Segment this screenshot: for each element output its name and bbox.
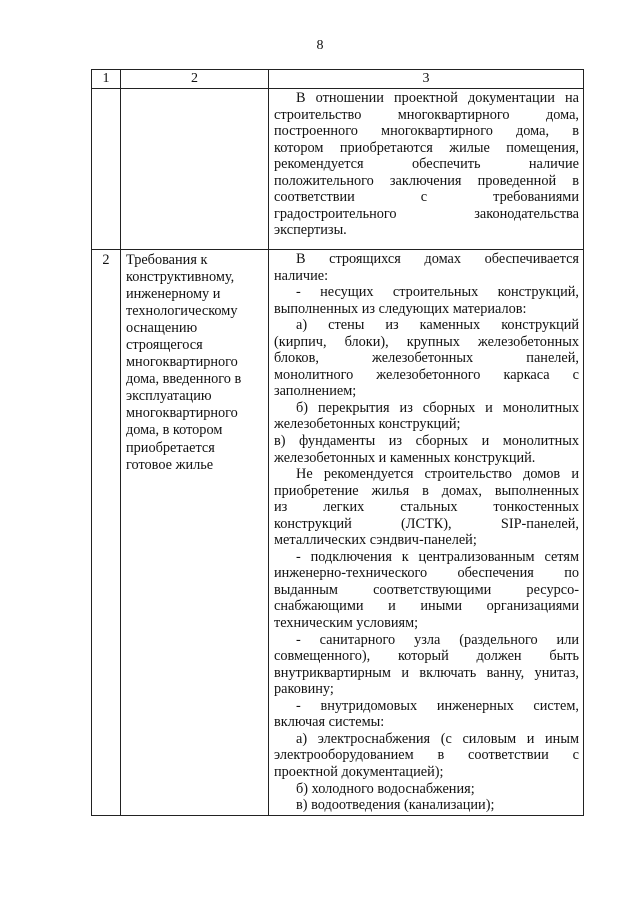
- requirement-line: технологическому: [126, 303, 238, 320]
- text-line: из легких стальных тонкостенных: [274, 499, 579, 516]
- requirement-line: готовое жилье: [126, 456, 214, 473]
- requirement-line: эксплуатацию: [126, 388, 212, 405]
- text-line: а) электроснабжения (с силовым и иным: [296, 730, 579, 747]
- text-line: - внутридомовых инженерных систем,: [296, 697, 579, 714]
- text-line: выполненных из следующих материалов:: [274, 300, 527, 317]
- text-line: конструкций (ЛСТК), SIP-панелей,: [274, 515, 579, 532]
- text-line: (кирпич, блоки), крупных железобетонных: [274, 333, 579, 350]
- text-line: проектной документацией);: [274, 763, 444, 780]
- text-line: в) фундаменты из сборных и монолитных: [274, 433, 579, 450]
- row1-requirement-cell: [121, 89, 269, 250]
- row1-number-cell: [92, 89, 121, 250]
- text-line: железобетонных конструкций;: [274, 416, 461, 433]
- header-cell-1: 1: [92, 70, 121, 89]
- requirement-line: дома, в котором: [126, 422, 223, 439]
- text-line: - подключения к централизованным сетям: [296, 548, 579, 565]
- requirement-line: многоквартирного: [126, 405, 238, 422]
- text-line: строительство многоквартирного дома,: [274, 106, 579, 123]
- row2-requirement-cell: [121, 250, 269, 816]
- text-line: раковину;: [274, 681, 334, 698]
- text-line: соответствии с требованиями: [274, 189, 579, 206]
- row-number: 2: [102, 252, 110, 268]
- table-row: [92, 250, 584, 816]
- text-line: б) перекрытия из сборных и монолитных: [296, 399, 579, 416]
- text-line: совмещенного), который должен быть: [274, 648, 579, 665]
- text-line: наличие:: [274, 267, 329, 284]
- row2-number-cell: [92, 250, 121, 816]
- text-line: В отношении проектной документации на: [296, 90, 579, 106]
- text-line: снабжающими и иными организациями: [274, 598, 579, 615]
- requirement-line: инженерному и: [126, 286, 221, 303]
- text-line: электрооборудованием в соответствии с: [274, 747, 579, 764]
- text-line: градостроительного законодательства: [274, 205, 579, 222]
- requirement-line: конструктивному,: [126, 269, 235, 286]
- text-line: положительного заключения проведенной в: [274, 172, 579, 189]
- requirement-line: строящегося: [126, 337, 203, 354]
- text-line: инженерно-технического обеспечения по: [274, 565, 579, 582]
- requirement-line: многоквартирного: [126, 354, 238, 371]
- text-line: а) стены из каменных конструкций: [296, 317, 579, 334]
- row1-description-cell: [269, 89, 584, 250]
- text-line: в) водоотведения (канализации);: [296, 797, 495, 814]
- row2-description-text: [269, 250, 583, 815]
- header-cell-3: 3: [269, 70, 584, 89]
- text-line: б) холодного водоснабжения;: [296, 780, 475, 797]
- text-line: экспертизы.: [274, 222, 347, 239]
- text-line: монолитного железобетонного каркаса с: [274, 366, 579, 383]
- text-line: - несущих строительных конструкций,: [296, 284, 579, 301]
- text-line: котором приобретаются жилые помещения,: [274, 139, 579, 156]
- text-line: техническим условиям;: [274, 615, 419, 632]
- text-line: металлических сэндвич-панелей;: [274, 532, 477, 549]
- table-header-row: [92, 70, 584, 89]
- text-line: рекомендуется обеспечить наличие: [274, 156, 579, 173]
- requirement-line: приобретается: [126, 439, 215, 456]
- text-line: внутриквартирным и включать ванну, унитаз,: [274, 664, 579, 681]
- text-line: заполнением;: [274, 383, 357, 400]
- requirement-line: дома, введенного в: [126, 371, 242, 388]
- text-line: Не рекомендуется строительство домов и: [296, 466, 579, 483]
- requirement-line: оснащению: [126, 320, 198, 337]
- page-number: 8: [316, 38, 324, 53]
- row2-requirement-text: [121, 250, 268, 474]
- text-line: приобретение жилья в домах, выполненных: [274, 482, 579, 499]
- row2-description-cell: [269, 250, 584, 816]
- header-cell-2: 2: [121, 70, 269, 89]
- text-line: включая системы:: [274, 714, 385, 731]
- text-line: железобетонных и каменных конструкций.: [274, 449, 536, 466]
- text-line: - санитарного узла (раздельного или: [296, 631, 579, 648]
- row1-description-text: [269, 89, 583, 249]
- requirements-table: [91, 69, 584, 816]
- table-row: [92, 89, 584, 250]
- requirement-line: Требования к: [126, 252, 208, 268]
- text-line: В строящихся домах обеспечивается: [296, 251, 579, 267]
- text-line: выданным соответствующими ресурсо-: [274, 581, 579, 598]
- text-line: блоков, железобетонных панелей,: [274, 350, 579, 367]
- text-line: построенного многоквартирного дома, в: [274, 123, 579, 140]
